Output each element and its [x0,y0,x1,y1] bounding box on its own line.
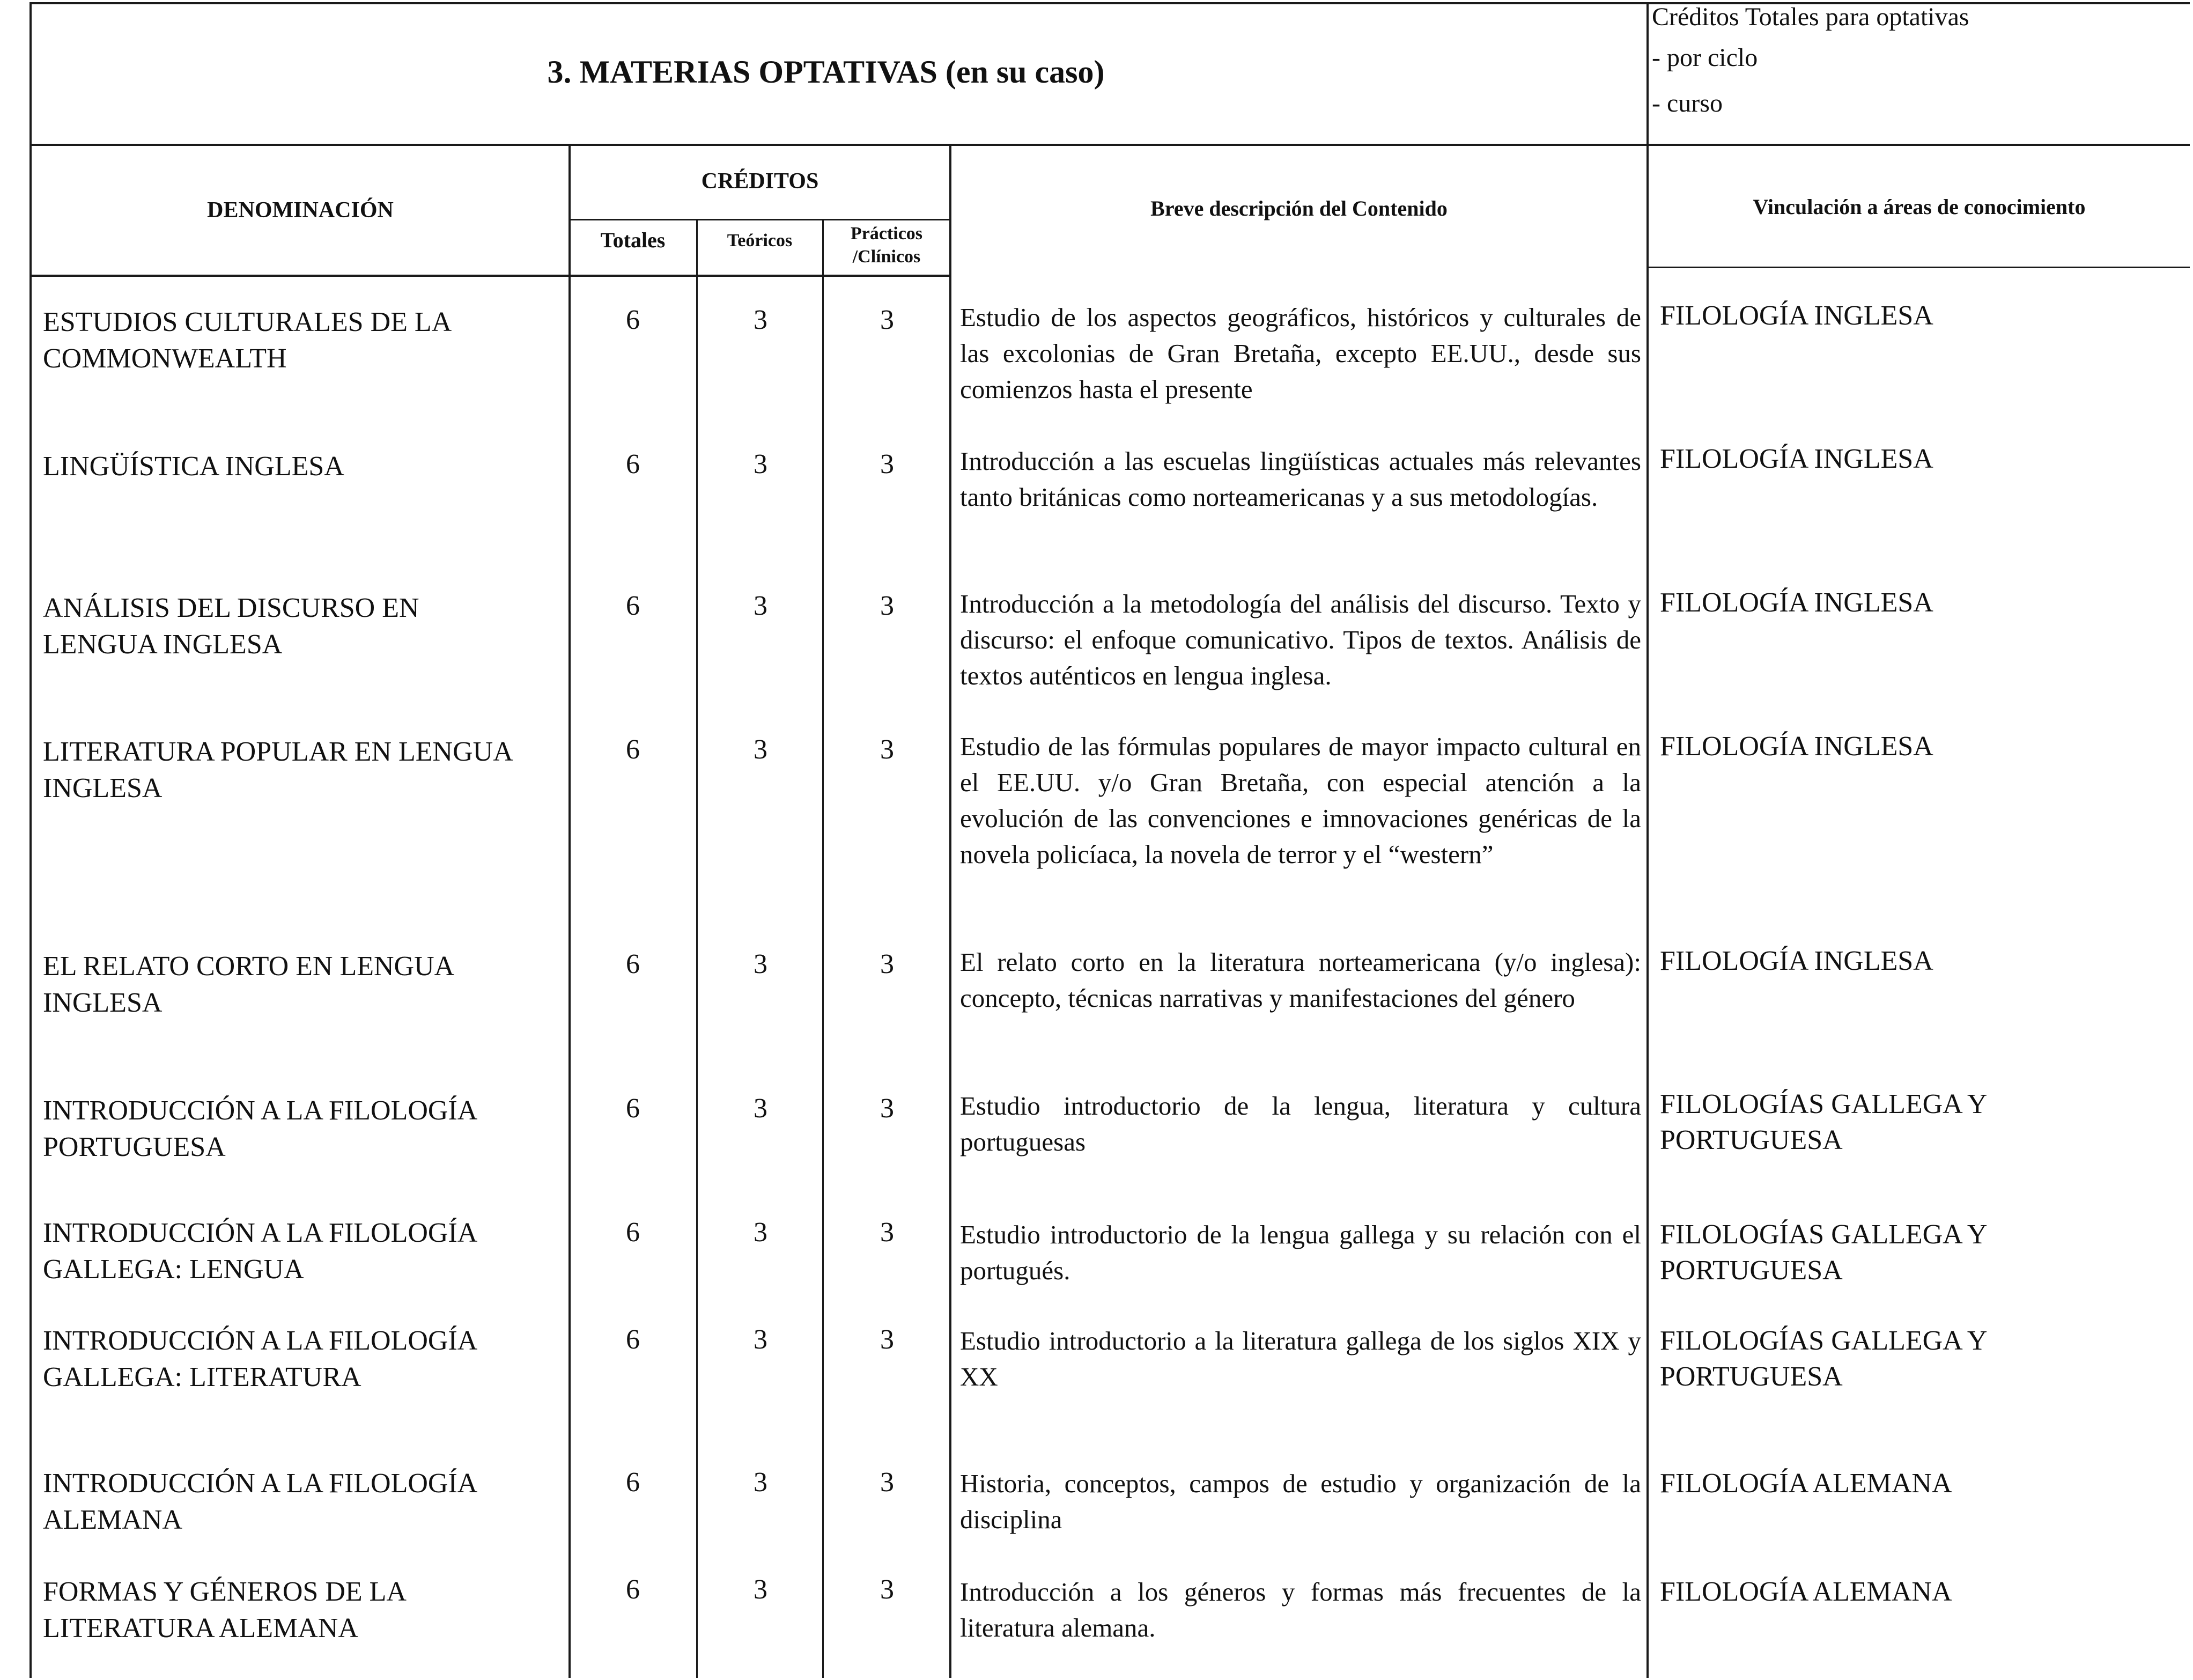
header-descripcion: Breve descripción del Contenido [1150,196,1448,220]
header-denominacion: DENOMINACIÓN [207,198,394,223]
creditos-subheader-line [568,219,951,220]
credits-por-ciclo: - por ciclo [1652,43,1758,72]
header-bottom-line-right [1646,267,2190,268]
row-3-practicos: 3 [880,591,894,621]
row-6-denominacion: INTRODUCCIÓN A LA FILOLOGÍA PORTUGUESA [43,1095,478,1162]
row-4-vinculacion: FILOLOGÍA INGLESA [1660,731,1933,762]
row-10-denominacion: FORMAS Y GÉNEROS DE LA LITERATURA ALEMANA [43,1576,407,1644]
row-5-totales: 6 [626,949,640,979]
row-3-denominacion: ANÁLISIS DEL DISCURSO EN LENGUA INGLESA [43,593,419,660]
row-9-vinculacion: FILOLOGÍA ALEMANA [1660,1468,1952,1499]
row-6-descripcion: Estudio introductorio de la lengua, literatura y cultura portuguesas [960,1091,1641,1156]
col-divider-descripcion-left [949,146,951,1678]
row-10-totales: 6 [626,1574,640,1605]
row-9-denominacion: INTRODUCCIÓN A LA FILOLOGÍA ALEMANA [43,1468,478,1535]
row-2-teoricos: 3 [754,449,767,480]
header-creditos: CRÉDITOS [701,169,819,194]
header-vinculacion: Vinculación a áreas de conocimiento [1753,195,2086,219]
row-1-totales: 6 [626,305,640,335]
row-6-teoricos: 3 [754,1093,767,1124]
row-5-denominacion: EL RELATO CORTO EN LENGUA INGLESA [43,951,455,1018]
row-2-vinculacion: FILOLOGÍA INGLESA [1660,444,1933,474]
row-9-teoricos: 3 [754,1467,767,1498]
row-10-practicos: 3 [880,1574,894,1605]
row-6-practicos: 3 [880,1093,894,1124]
row-7-descripcion: Estudio introductorio de la lengua gallega y su relación con el portugués. [960,1220,1641,1285]
top-section-bottom-border [29,144,2190,146]
row-8-denominacion: INTRODUCCIÓN A LA FILOLOGÍA GALLEGA: LITERATURA [43,1325,478,1392]
row-4-denominacion: LITERATURA POPULAR EN LENGUA INGLESA [43,736,513,804]
row-8-descripcion: Estudio introductorio a la literatura gallega de los siglos XIX y XX [960,1326,1641,1391]
row-7-teoricos: 3 [754,1217,767,1248]
row-9-descripcion: Historia, conceptos, campos de estudio y organización de la disciplina [960,1469,1641,1534]
row-1-practicos: 3 [880,305,894,335]
row-8-totales: 6 [626,1324,640,1355]
credits-totales-heading: Créditos Totales para optativas [1652,3,1969,31]
row-6-totales: 6 [626,1093,640,1124]
row-1-vinculacion: FILOLOGÍA INGLESA [1660,300,1933,331]
row-1-teoricos: 3 [754,305,767,335]
row-4-practicos: 3 [880,734,894,765]
row-2-denominacion: LINGÜÍSTICA INGLESA [43,451,344,482]
table-left-border [29,146,32,1678]
header-totales: Totales [600,228,666,252]
row-7-denominacion: INTRODUCCIÓN A LA FILOLOGÍA GALLEGA: LENGUA [43,1218,478,1285]
row-9-totales: 6 [626,1467,640,1498]
row-5-vinculacion: FILOLOGÍA INGLESA [1660,946,1933,976]
row-3-totales: 6 [626,591,640,621]
row-10-descripcion: Introducción a los géneros y formas más frecuentes de la literatura alemana. [960,1577,1641,1642]
row-3-vinculacion: FILOLOGÍA INGLESA [1660,587,1933,618]
row-3-teoricos: 3 [754,591,767,621]
row-6-vinculacion: FILOLOGÍAS GALLEGA Y PORTUGUESA [1660,1089,1988,1155]
row-5-teoricos: 3 [754,949,767,979]
row-2-practicos: 3 [880,449,894,480]
row-8-vinculacion: FILOLOGÍAS GALLEGA Y PORTUGUESA [1660,1325,1988,1392]
row-7-vinculacion: FILOLOGÍAS GALLEGA Y PORTUGUESA [1660,1219,1988,1286]
header-clinicos: /Clínicos [852,247,921,267]
row-7-totales: 6 [626,1217,640,1248]
row-4-teoricos: 3 [754,734,767,765]
row-8-teoricos: 3 [754,1324,767,1355]
row-1-denominacion: ESTUDIOS CULTURALES DE LA COMMONWEALTH [43,307,452,374]
row-4-totales: 6 [626,734,640,765]
row-5-practicos: 3 [880,949,894,979]
row-10-teoricos: 3 [754,1574,767,1605]
row-4-descripcion: Estudio de las fórmulas populares de mayor impacto cultural en el EE.UU. y/o Gran Bretaña, con especial atención a la evolución de las convenciones e imnovaciones genéricas de la novela policíaca, la novela de terror y el “western” [960,732,1641,869]
header-bottom-line-left [29,275,951,277]
row-5-descripcion: El relato corto en la literatura norteamericana (y/o inglesa): concepto, técnicas narrativas y manifestaciones del género [960,947,1641,1013]
page-title: 3. MATERIAS OPTATIVAS (en su caso) [547,54,1105,90]
header-practicos: Prácticos [850,224,923,244]
row-3-descripcion: Introducción a la metodología del análisis del discurso. Texto y discurso: el enfoque comunicativo. Tipos de textos. Análisis de textos auténticos en lengua inglesa. [960,589,1641,690]
header-teoricos: Teóricos [727,231,793,250]
row-2-descripcion: Introducción a las escuelas lingüísticas actuales más relevantes tanto británicas como norteamericanas y a sus metodologías. [960,446,1641,512]
credits-box-left-border [1646,2,1649,1678]
row-9-practicos: 3 [880,1467,894,1498]
row-7-practicos: 3 [880,1217,894,1248]
row-8-practicos: 3 [880,1324,894,1355]
row-1-descripcion: Estudio de los aspectos geográficos, históricos y culturales de las excolonias de Gran Bretaña, excepto EE.UU., desde sus comienzos hasta el presente [960,303,1641,404]
row-2-totales: 6 [626,449,640,480]
row-10-vinculacion: FILOLOGÍA ALEMANA [1660,1576,1952,1607]
credits-curso: - curso [1652,89,1723,117]
